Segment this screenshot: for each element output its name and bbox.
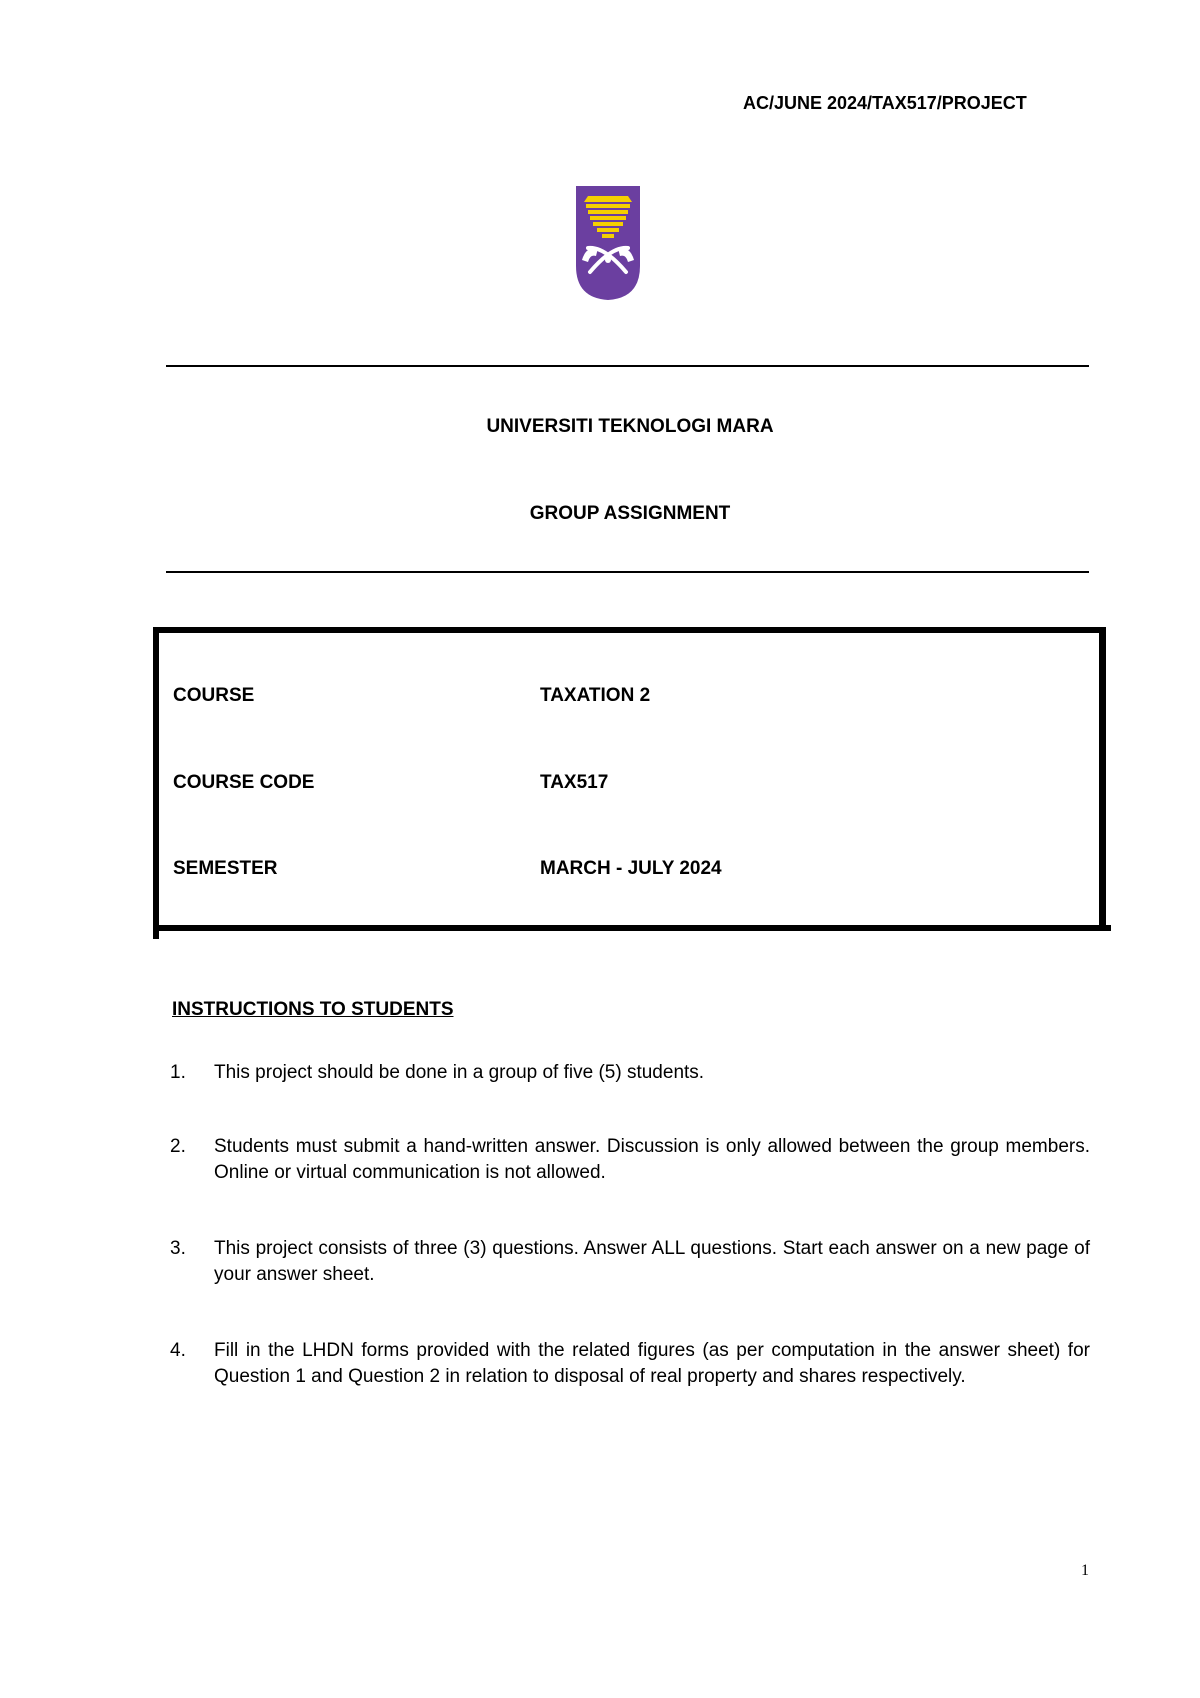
course-value: TAXATION 2 xyxy=(540,685,651,706)
top-divider-line xyxy=(166,365,1089,367)
course-code-value: TAX517 xyxy=(540,772,609,793)
instruction-text: Fill in the LHDN forms provided with the related figures (as per computation in the answer sheet) for Question 1 and Question 2 in relation to disposal of real property and shares respectively. xyxy=(214,1340,1090,1387)
semester-value: MARCH - JULY 2024 xyxy=(540,858,722,879)
box-border-top xyxy=(153,627,1105,633)
instruction-number: 2. xyxy=(170,1136,186,1157)
assignment-type-title: GROUP ASSIGNMENT xyxy=(529,503,731,524)
university-logo-icon xyxy=(576,186,640,300)
instruction-text: This project consists of three (3) questions. Answer ALL questions. Start each answer on a new page of your answer sheet. xyxy=(214,1238,1090,1285)
box-border-bottom xyxy=(153,925,1111,931)
box-border-right xyxy=(1099,627,1106,931)
instructions-heading: INSTRUCTIONS TO STUDENTS xyxy=(172,999,454,1020)
university-name: UNIVERSITI TEKNOLOGI MARA xyxy=(486,416,774,437)
instruction-number: 3. xyxy=(170,1238,186,1259)
semester-label: SEMESTER xyxy=(173,858,278,879)
box-border-left xyxy=(153,627,159,939)
course-info-box xyxy=(153,627,1101,930)
instruction-number: 1. xyxy=(170,1062,186,1083)
course-code-label: COURSE CODE xyxy=(173,772,315,793)
instruction-text: Students must submit a hand-written answer. Discussion is only allowed between the group members. Online or virtual communication is not allowed. xyxy=(214,1136,1090,1183)
reference-code: AC/JUNE 2024/TAX517/PROJECT xyxy=(743,93,1027,113)
bottom-divider-line xyxy=(166,571,1089,573)
course-label: COURSE xyxy=(173,685,255,706)
instruction-text: This project should be done in a group of five (5) students. xyxy=(214,1062,705,1083)
page-number: 1 xyxy=(1081,1562,1089,1579)
instruction-number: 4. xyxy=(170,1340,186,1361)
